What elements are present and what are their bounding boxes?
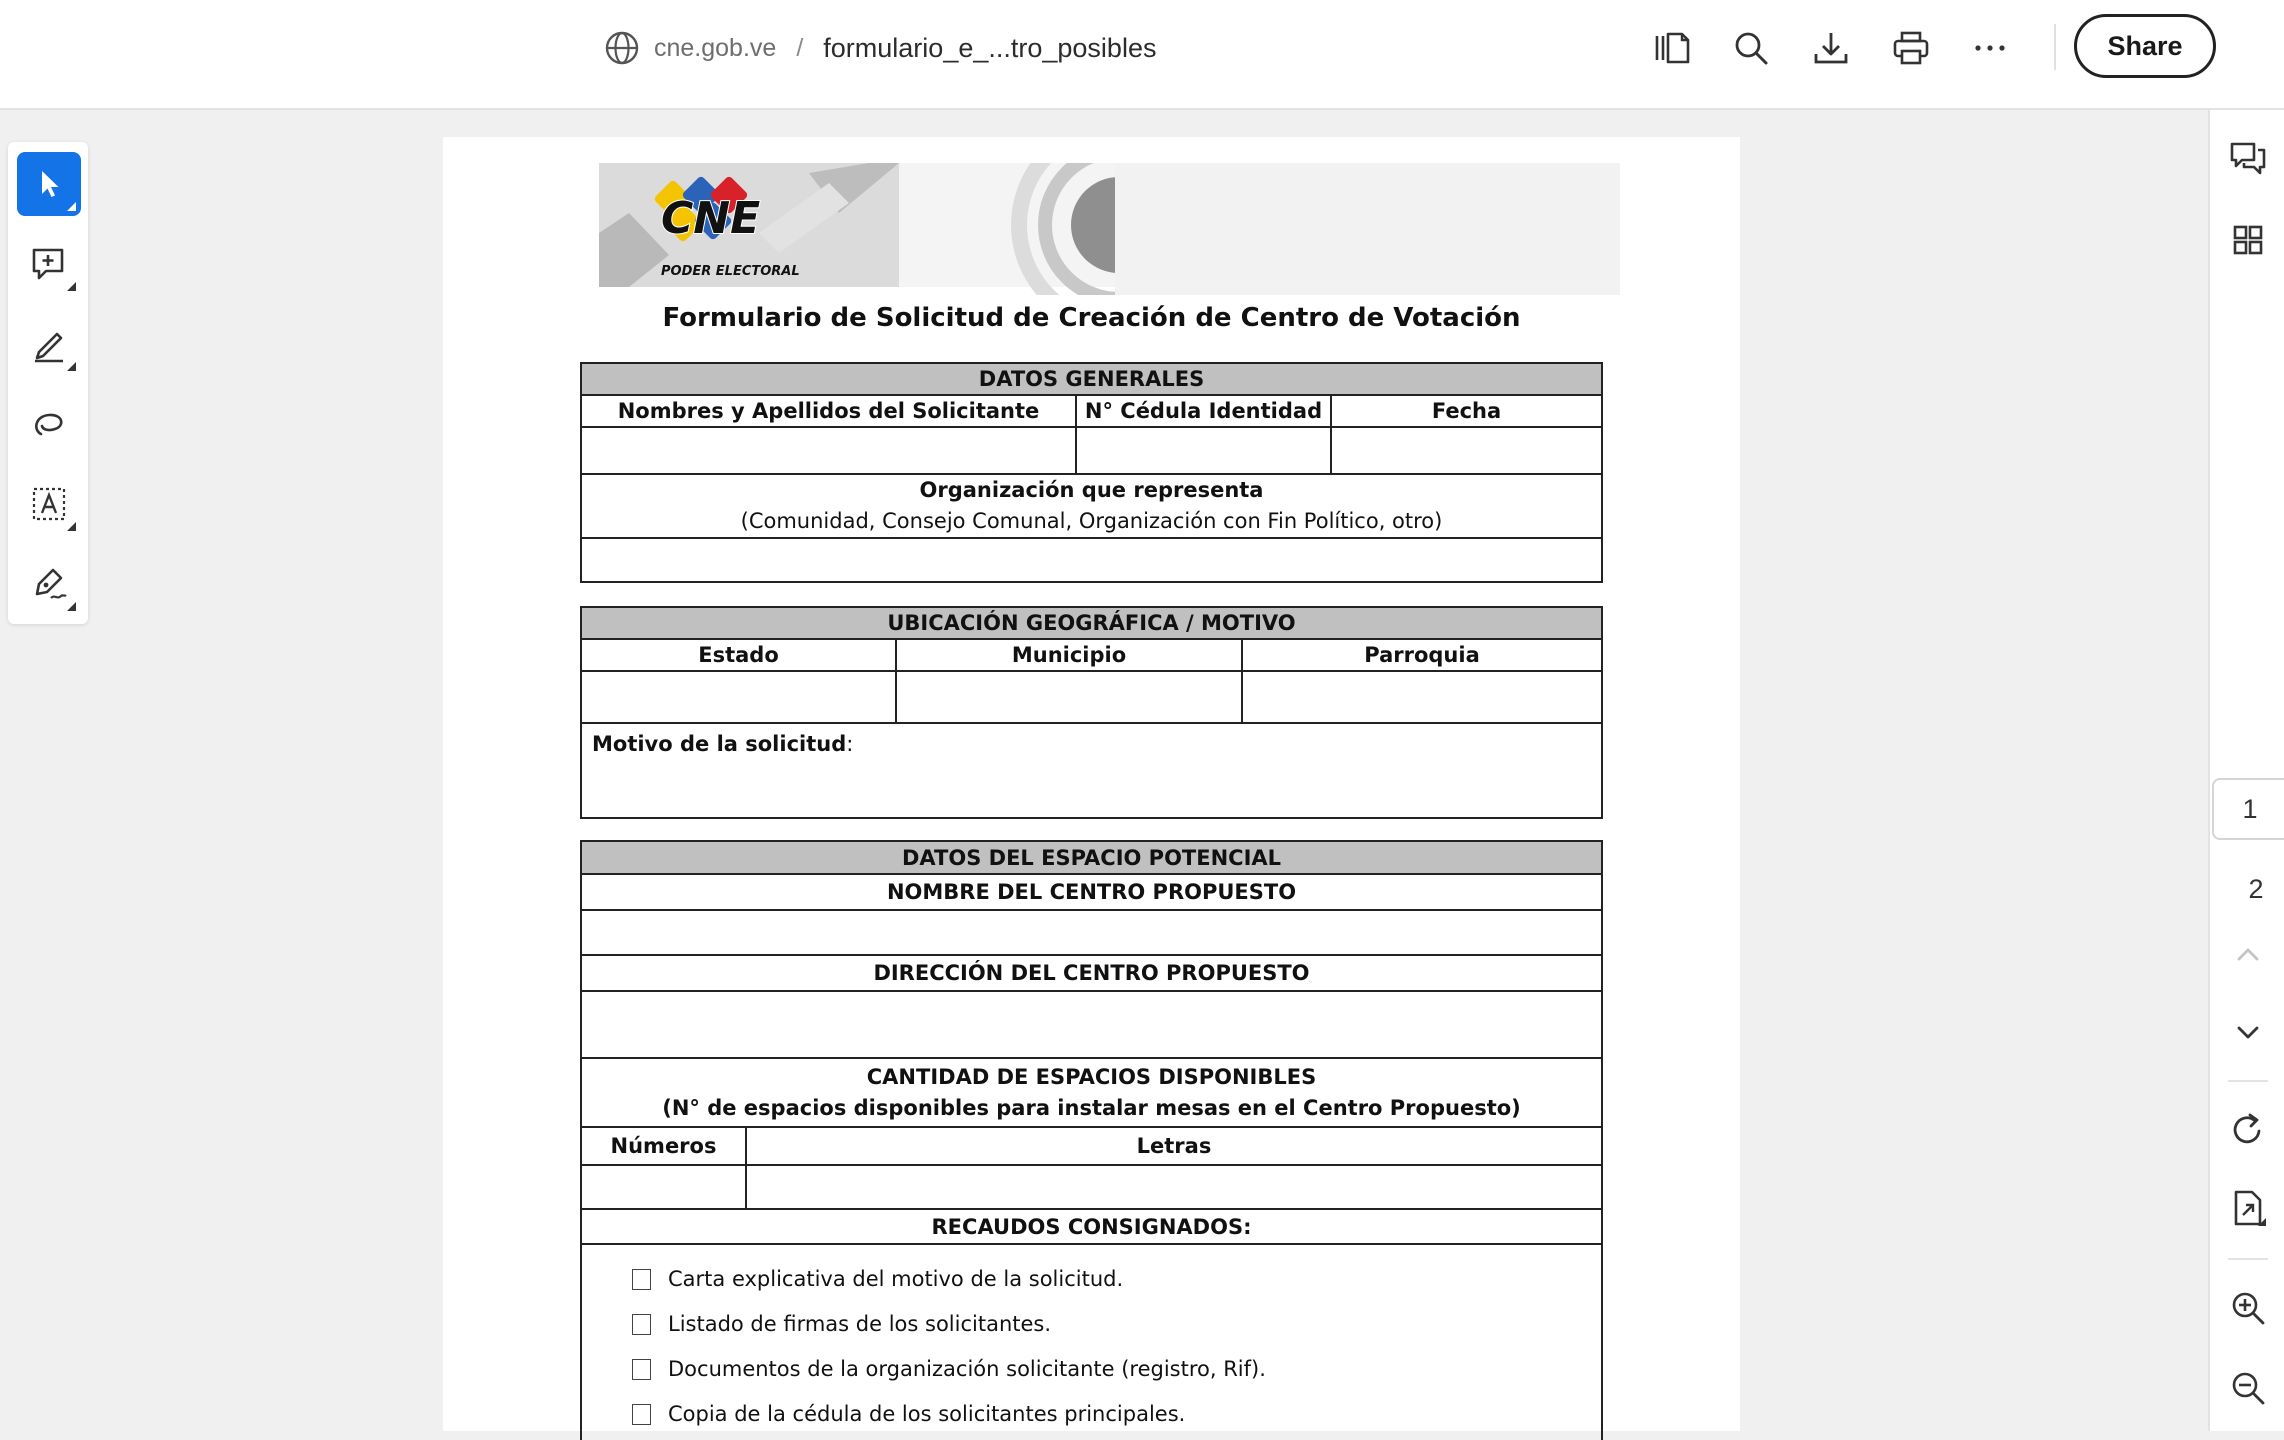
pdf-page: [443, 137, 1740, 1431]
parroquia-field[interactable]: [1243, 672, 1601, 722]
page-button-1[interactable]: 1: [2212, 778, 2284, 840]
chevron-down-icon[interactable]: [2226, 1010, 2270, 1054]
top-bar: [0, 0, 2284, 110]
organizacion-label: Organización que representa (Comunidad, Consejo Comunal, Organización con Fin Político, otro): [740, 478, 1443, 533]
column-header: Fecha: [1431, 399, 1502, 423]
letras-field[interactable]: [747, 1166, 1601, 1208]
tool-options-indicator: [67, 202, 76, 211]
municipio-field[interactable]: [897, 672, 1243, 722]
zoom-out-icon[interactable]: [2226, 1366, 2270, 1410]
recaudos-list: [582, 1245, 1601, 1440]
recaudo-item[interactable]: Listado de firmas de los solicitantes.: [632, 1312, 1051, 1336]
share-button[interactable]: Share: [2074, 14, 2216, 78]
cne-logo: [599, 163, 1620, 295]
checkbox[interactable]: [632, 1314, 651, 1335]
column-header: Municipio: [897, 640, 1243, 670]
column-header: Parroquia: [1364, 643, 1480, 667]
breadcrumb: [604, 28, 1156, 68]
ubicacion-table: [580, 606, 1603, 819]
checkbox[interactable]: [632, 1359, 651, 1380]
section-header: DATOS GENERALES: [978, 367, 1205, 391]
logo-subtitle: PODER ELECTORAL: [661, 264, 800, 279]
checkbox[interactable]: [632, 1404, 651, 1425]
more-icon[interactable]: [1968, 26, 2012, 70]
toolbar-divider: [2054, 24, 2056, 70]
sign-icon[interactable]: [17, 552, 81, 616]
print-icon[interactable]: [1889, 26, 1933, 70]
export-pdf-icon[interactable]: [2226, 1186, 2270, 1230]
estado-field[interactable]: [582, 672, 897, 722]
breadcrumb-separator: /: [796, 33, 804, 62]
rotate-icon[interactable]: [2226, 1108, 2270, 1152]
text-select-icon[interactable]: [17, 472, 81, 536]
column-header: Estado: [582, 640, 897, 670]
espacio-table: [580, 840, 1603, 1440]
add-comment-icon[interactable]: [17, 232, 81, 296]
panels-icon[interactable]: [1650, 26, 1694, 70]
zoom-in-icon[interactable]: [2226, 1286, 2270, 1330]
motivo-label: Motivo de la solicitud: [592, 732, 847, 756]
recaudo-item[interactable]: Copia de la cédula de los solicitantes principales.: [632, 1402, 1185, 1426]
column-header: Nombres y Apellidos del Solicitante: [582, 396, 1077, 426]
draw-icon[interactable]: [17, 312, 81, 376]
recaudo-item[interactable]: Documentos de la organización solicitante (registro, Rif).: [632, 1357, 1266, 1381]
breadcrumb-file-name[interactable]: formulario_e_...tro_posibles: [823, 32, 1157, 63]
rail-divider: [2228, 1258, 2268, 1260]
comments-icon[interactable]: [2226, 136, 2270, 180]
chevron-up-icon[interactable]: [2226, 932, 2270, 976]
datos-generales-table: [580, 362, 1603, 583]
tool-rail: [8, 142, 88, 624]
thumbnails-icon[interactable]: [2226, 218, 2270, 262]
document-title: Formulario de Solicitud de Creación de Centro de Votación: [662, 303, 1521, 333]
motivo-field[interactable]: Motivo de la solicitud :: [592, 732, 854, 756]
direccion-centro-label: DIRECCIÓN DEL CENTRO PROPUESTO: [873, 961, 1310, 985]
column-header: N° Cédula Identidad: [1077, 396, 1332, 426]
solicitante-name-field[interactable]: [582, 428, 1077, 473]
globe-icon: [604, 30, 640, 66]
nombre-centro-label: NOMBRE DEL CENTRO PROPUESTO: [886, 880, 1297, 904]
recaudos-header: RECAUDOS CONSIGNADOS:: [931, 1214, 1252, 1239]
page-button-2[interactable]: 2: [2248, 873, 2264, 904]
download-icon[interactable]: [1809, 26, 1853, 70]
lasso-icon[interactable]: [17, 392, 81, 456]
column-header: Números: [582, 1128, 747, 1164]
section-header: UBICACIÓN GEOGRÁFICA / MOTIVO: [887, 611, 1296, 635]
select-tool-icon[interactable]: [17, 152, 81, 216]
nombre-centro-field[interactable]: [582, 911, 1601, 954]
organizacion-field[interactable]: [582, 539, 1601, 583]
rail-divider: [2228, 1080, 2268, 1082]
direccion-centro-field[interactable]: [582, 992, 1601, 1057]
column-header: Letras: [1136, 1134, 1212, 1158]
section-header: DATOS DEL ESPACIO POTENCIAL: [901, 845, 1282, 870]
cedula-field[interactable]: [1077, 428, 1332, 473]
fecha-field[interactable]: [1332, 428, 1601, 473]
right-rail: [2208, 110, 2284, 1431]
numeros-field[interactable]: [582, 1166, 747, 1208]
recaudo-item[interactable]: Carta explicativa del motivo de la solicitud.: [632, 1267, 1123, 1291]
search-icon[interactable]: [1729, 26, 1773, 70]
checkbox[interactable]: [632, 1269, 651, 1290]
cantidad-espacios-label: CANTIDAD DE ESPACIOS DISPONIBLES (N° de espacios disponibles para instalar mesas en el Centro Propuesto): [662, 1064, 1521, 1120]
logo-text: CNE: [661, 193, 761, 244]
breadcrumb-domain[interactable]: cne.gob.ve: [654, 33, 777, 62]
